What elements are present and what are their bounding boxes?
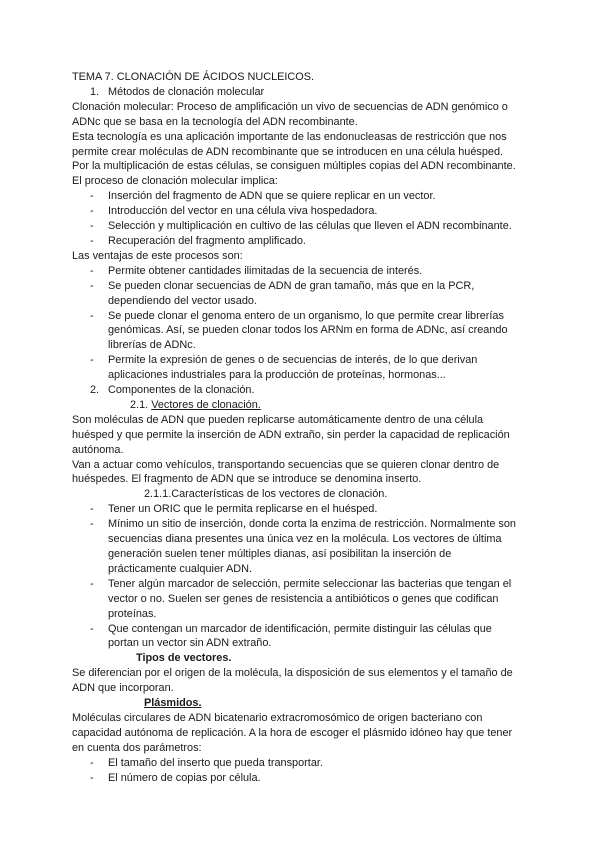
text-line: huésped y que permite la inserción de ADN extraño, sin perder la capacidad de replicación	[72, 428, 510, 441]
text-line: Son moléculas de ADN que pueden replicarse automáticamente dentro de una célula	[72, 413, 484, 426]
text-line: - Se pueden clonar secuencias de ADN de gran tamaño, más que en la PCR,	[108, 279, 475, 292]
text-line: aplicaciones industriales para la producción de proteínas, hormonas...	[108, 369, 446, 382]
section-label: Componentes de la clonación.	[108, 384, 255, 397]
section-1-heading	[72, 85, 532, 100]
text-line: Moléculas circulares de ADN bicatenario extracromosómico de origen bacteriano con	[72, 711, 483, 724]
text-line: - Mínimo un sitio de inserción, donde corta la enzima de restricción. Normalmente son	[108, 518, 516, 531]
list-item	[72, 577, 532, 622]
text-line: huéspedes. El fragmento de ADN que se introduce se denomina inserto.	[72, 473, 422, 486]
text-line: permite crear moléculas de ADN recombinante que se introducen en una célula huésped.	[72, 145, 504, 158]
text-line: proteínas.	[108, 607, 157, 620]
section-2-1-heading	[72, 398, 532, 413]
text-line: - Tener algún marcador de selección, permite seleccionar las bacterias que tengan el	[108, 577, 512, 590]
text-line: vector o no. Suelen ser genes de resistencia a antibióticos o genes que codifican	[108, 592, 499, 605]
text-line: Por la multiplicación de estas células, se consiguen múltiples copias del ADN recombinante.	[72, 160, 516, 173]
section-number: 2.	[90, 384, 100, 397]
list-item: - El tamaño del inserto que pueda transportar.	[72, 756, 532, 771]
text-line: en cuenta dos parámetros:	[72, 741, 202, 754]
section-2-heading	[72, 383, 532, 398]
text-line: secuencias diana presentes una única vez en la molécula. Los vectores de última	[108, 533, 502, 546]
text-line: - Que contengan un marcador de identificación, permite distinguir las células que	[108, 622, 492, 635]
plasmids-paragraph	[72, 711, 532, 756]
list-item	[72, 309, 532, 354]
document-title: TEMA 7. CLONACIÓN DE ÁCIDOS NUCLEICOS.	[72, 71, 315, 83]
text-line: Clonación molecular: Proceso de amplificación un vivo de secuencias de ADN genómico o	[72, 100, 508, 113]
differences-paragraph	[72, 666, 532, 696]
text-line: genómicas. Así, se pueden clonar todos los ARNm en forma de ADNc, así creando	[108, 324, 508, 337]
list-item	[72, 353, 532, 383]
list-item	[72, 279, 532, 309]
advantages-intro: Las ventajas de este procesos son:	[72, 249, 243, 262]
text-line: Esta tecnología es una aplicación importante de las endonucleasas de restricción que nos	[72, 130, 507, 143]
text-line: ADNc que se basa en la tecnología del ADN recombinante.	[72, 115, 358, 128]
definition-paragraph	[72, 100, 532, 130]
list-item: - Introducción del vector en una célula viva hospedadora.	[72, 204, 532, 219]
list-item	[72, 517, 532, 577]
text-line: autónoma.	[72, 443, 124, 456]
list-item	[72, 264, 532, 279]
text-line: portan un vector sin ADN extraño.	[108, 637, 272, 650]
plasmids-heading: Plásmidos.	[144, 697, 202, 710]
text-line: prácticamente cualquier ADN.	[108, 562, 253, 575]
list-item	[72, 502, 532, 517]
text-line: - Se puede clonar el genoma entero de un organismo, lo que permite crear librerías	[108, 309, 504, 322]
list-item: - El número de copias por célula.	[72, 771, 532, 786]
section-number: 1.	[90, 85, 100, 98]
process-list	[72, 189, 532, 249]
list-item: - Recuperación del fragmento amplificado.	[72, 234, 532, 249]
section-2-1-1-heading: 2.1.1.Características de los vectores de clonación.	[144, 488, 388, 501]
text-line: Van a actuar como vehículos, transportando secuencias que se quieren clonar dentro de	[72, 458, 500, 471]
section-label: Vectores de clonación.	[151, 398, 261, 411]
section-number: 2.1.	[130, 398, 149, 411]
vector-types-heading: Tipos de vectores.	[136, 652, 232, 665]
technology-paragraph	[72, 130, 532, 175]
list-item: - Selección y multiplicación en cultivo de las células que lleven el ADN recombinante.	[72, 219, 532, 234]
text-line: generación suelen tener múltiples dianas, así posibilitan la inserción de	[108, 548, 452, 560]
text-line: ADN que incorporan.	[72, 682, 174, 695]
list-item: - Inserción del fragmento de ADN que se quiere replicar en un vector.	[72, 189, 532, 204]
text-line: librerías de ADNc.	[108, 339, 196, 352]
vehicles-paragraph	[72, 458, 532, 488]
section-label: Métodos de clonación molecular	[108, 85, 265, 98]
advantages-list	[72, 264, 532, 383]
list-item	[72, 622, 532, 652]
text-line: - Permite obtener cantidades ilimitadas de la secuencia de interés.	[108, 264, 423, 277]
plasmids-heading-wrap	[72, 696, 532, 711]
characteristics-list	[72, 502, 532, 651]
document-page	[72, 70, 532, 786]
parameters-list	[72, 756, 532, 786]
vectors-paragraph	[72, 413, 532, 458]
text-line: dependiendo del vector usado.	[108, 294, 257, 307]
process-intro: El proceso de clonación molecular implica:	[72, 175, 278, 188]
text-line: - Permite la expresión de genes o de secuencias de interés, de lo que derivan	[108, 354, 478, 367]
text-line: - Tener un ORIC que le permita replicarse en el huésped.	[108, 503, 378, 516]
text-line: Se diferencian por el origen de la molécula, la disposición de sus elementos y el tamaño de	[72, 667, 513, 680]
text-line: capacidad autónoma de replicación. A la hora de escoger el plásmido idóneo hay que tener	[72, 726, 513, 739]
